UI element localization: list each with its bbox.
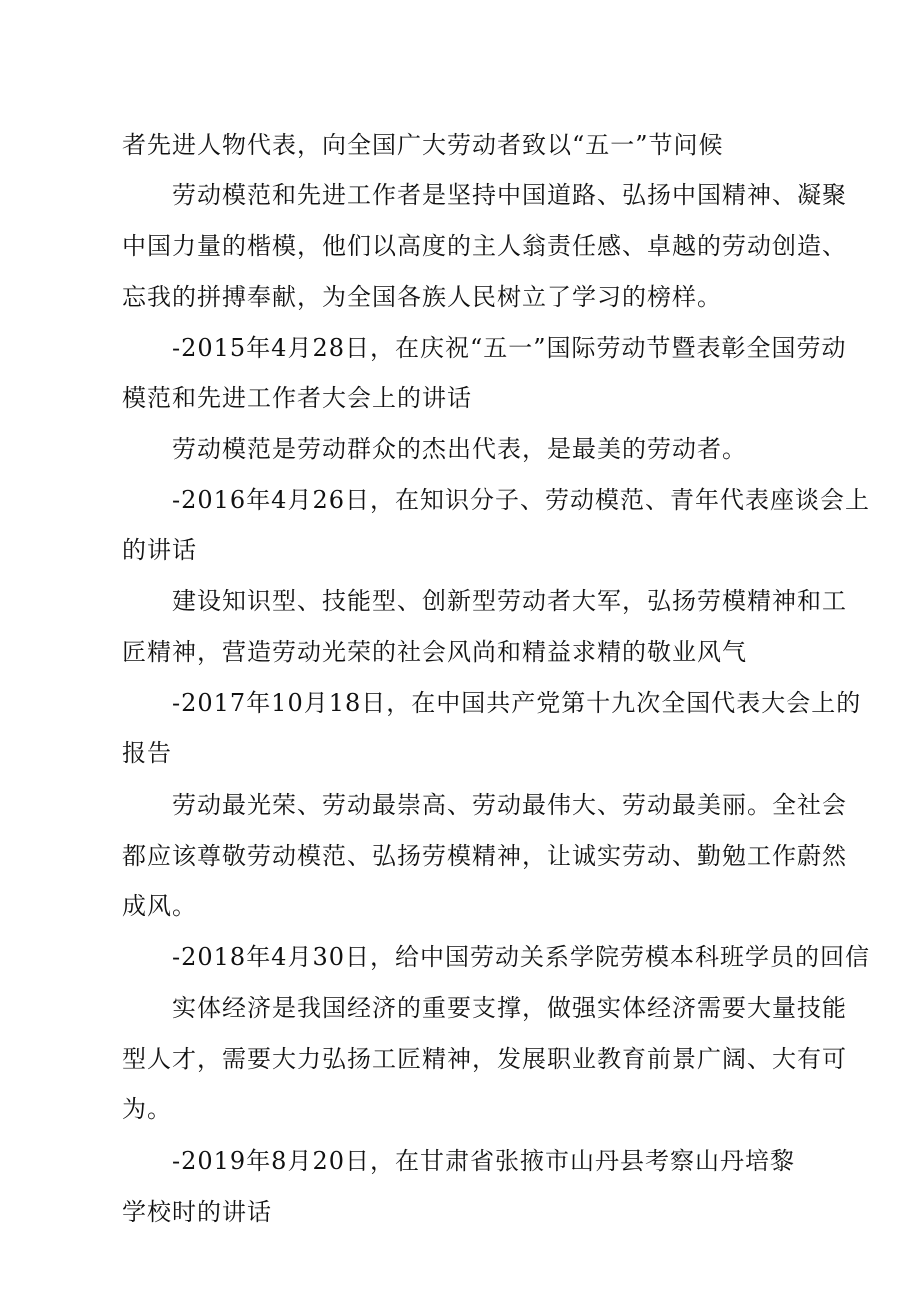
text-line: -2016年4月26日，在知识分子、劳动模范、青年代表座谈会上 (172, 486, 870, 514)
text-line: 报告 (122, 739, 172, 767)
text-line: 中国力量的楷模，他们以高度的主人翁责任感、卓越的劳动创造、 (122, 232, 847, 260)
text-line: 劳动最光荣、劳动最崇高、劳动最伟大、劳动最美丽。全社会 (172, 791, 847, 819)
text-line: 学校时的讲话 (122, 1198, 272, 1226)
text-line: 型人才，需要大力弘扬工匠精神，发展职业教育前景广阔、大有可 (122, 1045, 847, 1073)
text-line: 劳动模范是劳动群众的杰出代表，是最美的劳动者。 (172, 435, 747, 463)
text-line: 的讲话 (122, 536, 197, 564)
text-line: 实体经济是我国经济的重要支撑，做强实体经济需要大量技能 (172, 994, 847, 1022)
text-line: 者先进人物代表，向全国广大劳动者致以“五一”节问候 (122, 131, 724, 159)
text-line: -2015年4月28日，在庆祝“五一”国际劳动节暨表彰全国劳动 (172, 334, 847, 362)
text-line: -2019年8月20日，在甘肃省张掖市山丹县考察山丹培黎 (172, 1147, 795, 1175)
text-line: 匠精神，营造劳动光荣的社会风尚和精益求精的敬业风气 (122, 638, 747, 666)
text-line: 都应该尊敬劳动模范、弘扬劳模精神，让诚实劳动、勤勉工作蔚然 (122, 842, 847, 870)
text-line: -2018年4月30日，给中国劳动关系学院劳模本科班学员的回信 (172, 943, 870, 971)
text-line: -2017年10月18日，在中国共产党第十九次全国代表大会上的 (172, 689, 862, 717)
text-line: 劳动模范和先进工作者是坚持中国道路、弘扬中国精神、凝聚 (172, 181, 847, 209)
text-line: 忘我的拼搏奉献，为全国各族人民树立了学习的榜样。 (122, 283, 722, 311)
text-line: 模范和先进工作者大会上的讲话 (122, 384, 472, 412)
text-line: 建设知识型、技能型、创新型劳动者大军，弘扬劳模精神和工 (172, 587, 847, 615)
text-line: 成风。 (122, 892, 197, 920)
text-line: 为。 (122, 1095, 172, 1123)
